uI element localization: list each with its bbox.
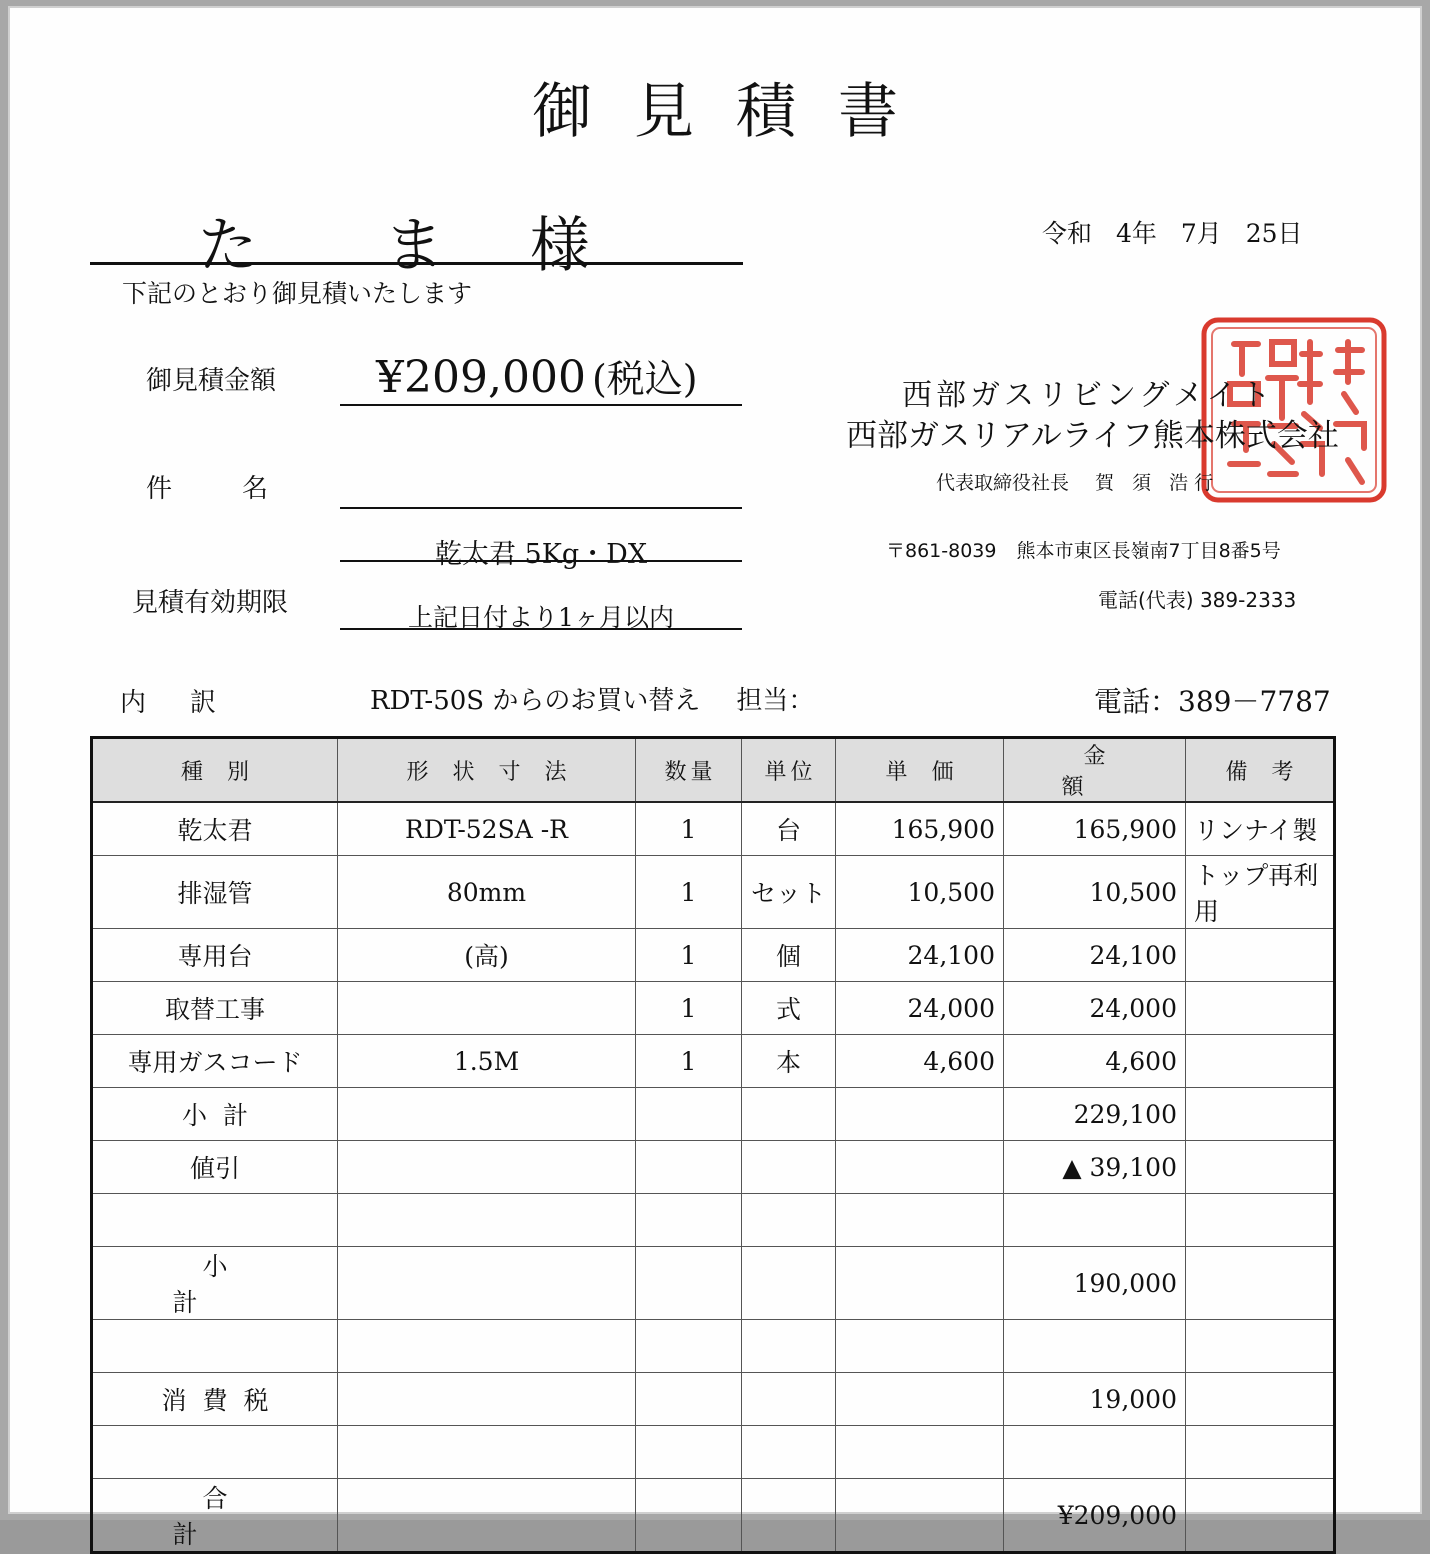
discount-label: 値引 xyxy=(92,1141,338,1194)
subtotal-label: 小計 xyxy=(92,1088,338,1141)
subtotal-after-discount-amount: 190,000 xyxy=(1004,1247,1186,1320)
subtotal-after-discount-label: 小計 xyxy=(92,1247,338,1320)
item-amount: 4,600 xyxy=(1004,1035,1186,1088)
quotation-sheet xyxy=(8,6,1422,1549)
table-header-row xyxy=(92,738,1335,803)
replacement-note-text: RDT-50S からのお買い替え xyxy=(370,686,701,716)
item-unit-price: 4,600 xyxy=(836,1035,1004,1088)
header-qty: 数量 xyxy=(636,738,742,803)
tax-amount: 19,000 xyxy=(1004,1373,1186,1426)
item-remarks xyxy=(1186,1035,1335,1088)
item-qty: 1 xyxy=(636,856,742,929)
item-type: 取替工事 xyxy=(92,982,338,1035)
representative-title: 代表取締役社長 xyxy=(936,472,1070,494)
item-qty: 1 xyxy=(636,1035,742,1088)
amount-label: 御見積金額 xyxy=(146,366,277,396)
validity-label: 見積有効期限 xyxy=(132,588,289,618)
discount-amount: ▲ 39,100 xyxy=(1004,1141,1186,1194)
item-unit-price: 165,900 xyxy=(836,802,1004,856)
item-remarks xyxy=(1186,982,1335,1035)
item-spec: 80mm xyxy=(338,856,636,929)
item-amount: 24,100 xyxy=(1004,929,1186,982)
table-row xyxy=(92,802,1335,856)
table-row xyxy=(92,929,1335,982)
table-row xyxy=(92,982,1335,1035)
header-amount: 金額 xyxy=(1004,738,1186,803)
validity-value: 上記日付より1ヶ月以内 xyxy=(408,603,674,632)
company-name-line1: 西部ガスリビングメイト xyxy=(902,378,1275,413)
header-unit: 単位 xyxy=(742,738,836,803)
customer-name xyxy=(198,198,596,284)
contact-phone: 電話：389－7787 xyxy=(1094,685,1331,718)
date-day: 25日 xyxy=(1245,219,1303,248)
item-unit-price: 24,000 xyxy=(836,982,1004,1035)
item-amount: 24,000 xyxy=(1004,982,1186,1035)
customer-underline xyxy=(90,262,743,265)
item-type: 排湿管 xyxy=(92,856,338,929)
in-charge-label: 担当： xyxy=(736,686,815,716)
subject-value-underline xyxy=(340,560,742,562)
quote-amount xyxy=(376,348,698,403)
item-amount: 165,900 xyxy=(1004,802,1186,856)
representative xyxy=(936,468,1219,495)
item-qty: 1 xyxy=(636,929,742,982)
header-type: 種別 xyxy=(92,738,338,803)
date-year: 4年 xyxy=(1115,219,1157,248)
item-spec: (高) xyxy=(338,929,636,982)
subtotal-row xyxy=(92,1088,1335,1141)
empty-row xyxy=(92,1426,1335,1479)
subtotal-after-discount-row xyxy=(92,1247,1335,1320)
customer-name-part1: た xyxy=(198,211,264,281)
company-phone: 電話(代表) 389-2333 xyxy=(1098,588,1297,612)
item-unit: 本 xyxy=(742,1035,836,1088)
subtotal-amount: 229,100 xyxy=(1004,1088,1186,1141)
item-remarks: リンナイ製 xyxy=(1186,802,1335,856)
item-remarks: トップ再利用 xyxy=(1186,856,1335,929)
item-unit-price: 24,100 xyxy=(836,929,1004,982)
item-remarks xyxy=(1186,929,1335,982)
item-type: 専用ガスコード xyxy=(92,1035,338,1088)
item-type: 専用台 xyxy=(92,929,338,982)
item-unit-price: 10,500 xyxy=(836,856,1004,929)
item-qty: 1 xyxy=(636,982,742,1035)
item-spec: 1.5M xyxy=(338,1035,636,1088)
discount-row xyxy=(92,1141,1335,1194)
item-qty: 1 xyxy=(636,802,742,856)
subject-value: 乾太君 5Kg・DX xyxy=(434,539,648,570)
item-unit: 台 xyxy=(742,802,836,856)
table-row xyxy=(92,1035,1335,1088)
item-unit: 式 xyxy=(742,982,836,1035)
item-unit: 個 xyxy=(742,929,836,982)
item-spec: RDT-52SA -R xyxy=(338,802,636,856)
subject-label: 件 名 xyxy=(146,474,275,504)
customer-name-part2: ま xyxy=(384,211,450,281)
items-table xyxy=(90,736,1336,1554)
issue-date xyxy=(1042,214,1319,250)
empty-row xyxy=(92,1194,1335,1247)
total-row xyxy=(92,1479,1335,1553)
total-label: 合計 xyxy=(92,1479,338,1553)
table-row xyxy=(92,856,1335,929)
breakdown-label: 内訳 xyxy=(120,688,261,718)
customer-honorific: 様 xyxy=(530,211,596,281)
empty-row xyxy=(92,1320,1335,1373)
date-era: 令和 xyxy=(1042,219,1093,248)
document-title: 御見積書 xyxy=(532,77,940,147)
intro-text: 下記のとおり御見積いたします xyxy=(122,279,473,308)
street-address: 熊本市東区長嶺南7丁目8番5号 xyxy=(1016,540,1281,562)
item-amount: 10,500 xyxy=(1004,856,1186,929)
tax-row xyxy=(92,1373,1335,1426)
company-name-line2: 西部ガスリアルライフ熊本株式会社 xyxy=(846,418,1339,454)
tax-label: 消費税 xyxy=(92,1373,338,1426)
item-unit: セット xyxy=(742,856,836,929)
item-type: 乾太君 xyxy=(92,802,338,856)
total-amount: ¥209,000 xyxy=(1004,1479,1186,1553)
amount-underline xyxy=(340,404,742,406)
quote-amount-value: ¥209,000 xyxy=(376,352,586,403)
tax-included-note: (税込) xyxy=(591,357,698,401)
representative-name: 賀 須 浩行 xyxy=(1095,472,1220,494)
company-address xyxy=(886,536,1281,563)
date-month: 7月 xyxy=(1180,219,1222,248)
subject-underline xyxy=(340,507,742,509)
item-spec xyxy=(338,982,636,1035)
header-spec: 形状寸法 xyxy=(338,738,636,803)
header-remarks: 備考 xyxy=(1186,738,1335,803)
validity-underline xyxy=(340,628,742,630)
postal-code: 〒861-8039 xyxy=(886,540,997,562)
replacement-note xyxy=(370,680,814,717)
header-unit-price: 単価 xyxy=(836,738,1004,803)
